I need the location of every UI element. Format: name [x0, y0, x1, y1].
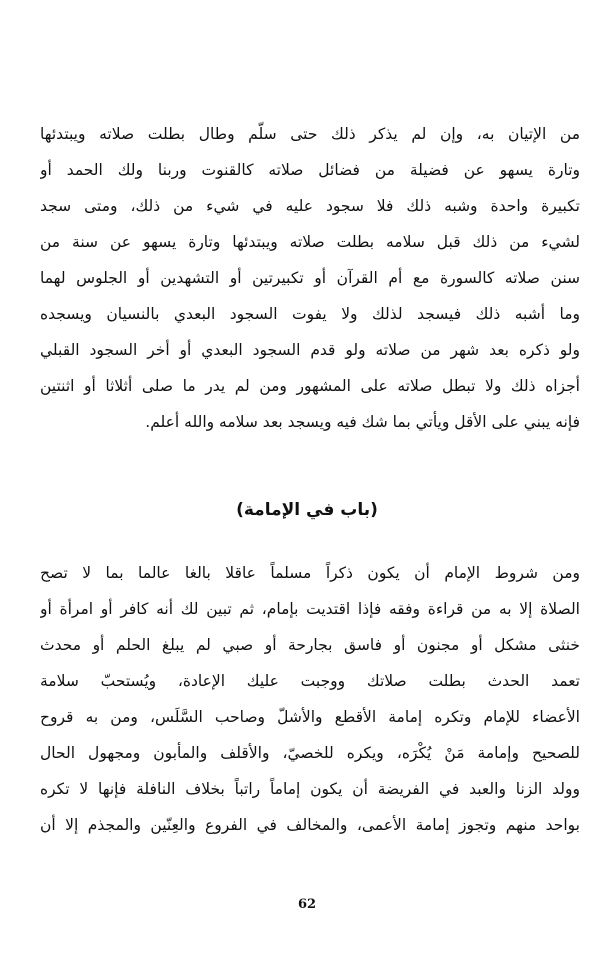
text-line: من الإتيان به، وإن لم يذكر ذلك حتى سلّم وطال بطلت صلاته ويبتدئها [40, 125, 580, 143]
text-line: وما أشبه ذلك فيسجد لذلك ولا يفوت السجود البعدي بالنسيان ويسجده [40, 305, 580, 323]
paragraph-imamah [40, 555, 580, 843]
text-line: الصلاة إلا به من قراءة وفقه فإذا اقتديت بإمام، ثم تبين لك أنه كافر أو امرأة أو [40, 600, 580, 618]
section-heading: (باب في الإمامة) [236, 500, 378, 520]
text-line: بواحد منهم وتجوز إمامة الأعمى، والمخالف في الفروع والعِنّين والمجذم إلا أن [40, 816, 580, 834]
text-line: وولد الزنا والعبد في الفريضة أن يكون إماماً راتباً بخلاف النافلة فإنها لا تكره [40, 780, 580, 798]
text-line: تعمد الحدث بطلت صلاتك ووجبت عليك الإعادة، ويُستحبّ سلامة [40, 672, 580, 690]
text-line: تكبيرة واحدة وشبه ذلك فلا سجود عليه في شيء من ذلك، ومتى سجد [40, 197, 580, 215]
text-line: لشيء من ذلك قبل سلامه بطلت صلاته ويبتدئها وتارة يسهو عن سنة من [40, 233, 580, 251]
paragraph-sujud-al-sahw [40, 116, 580, 440]
text-line: سنن صلاته كالسورة مع أم القرآن أو تكبيرتين أو التشهدين أو الجلوس لهما [40, 269, 580, 287]
text-line: للصحيح وإمامة مَنْ يُكْرَه، ويكره للخصيّ، والأقلف والمأبون ومجهول الحال [40, 744, 580, 762]
text-line: ومن شروط الإمام أن يكون ذكراً مسلماً عاقلا بالغا عالما بما لا تصح [40, 564, 580, 582]
page-number: 62 [297, 897, 317, 912]
text-line: الأعضاء للإمام وتكره إمامة الأقطع والأشلّ وصاحب السَّلَس، ومن به قروح [40, 708, 580, 726]
text-line: ولو ذكره بعد شهر من صلاته ولو قدم السجود البعدي أو أخر السجود القبلي [40, 341, 580, 359]
text-line: خنثى مشكل أو مجنون أو فاسق بجارحة أو صبي لم يبلغ الحلم أو محدث [40, 636, 580, 654]
text-line: فإنه يبني على الأقل ويأتي بما شك فيه ويسجد بعد سلامه والله أعلم. [145, 413, 580, 431]
text-line: وتارة يسهو عن فضيلة من فضائل صلاته كالقنوت وربنا ولك الحمد أو [40, 161, 580, 179]
text-line: أجزاه ذلك ولا تبطل صلاته على المشهور ومن لم يدر ما صلى أثلاثا أو اثنتين [40, 377, 580, 395]
